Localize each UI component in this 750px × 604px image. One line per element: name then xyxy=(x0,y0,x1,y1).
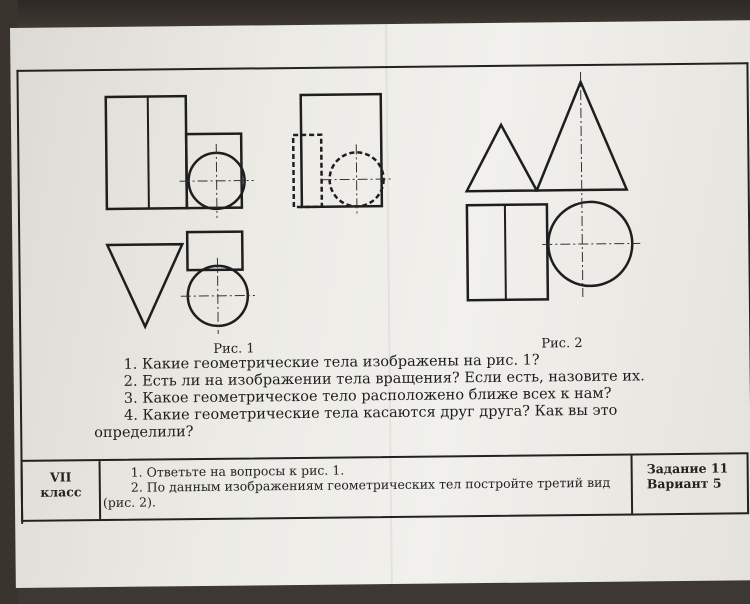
task-1: 1. Ответьте на вопросы к рис. 1. xyxy=(130,462,345,480)
tasks-cell xyxy=(103,460,631,511)
task-table xyxy=(21,452,750,522)
class-cell xyxy=(23,461,102,520)
fig2-triangle-left xyxy=(466,124,537,191)
fig1-front-view xyxy=(106,96,245,210)
fig1-side-hidden-rect xyxy=(293,135,322,207)
fig1-side-view xyxy=(293,94,384,207)
task-2: 2. По данным изображениям геометрических тел постройте третий вид (рис. 2). xyxy=(102,474,611,511)
assignment-number: Задание 11 xyxy=(646,460,729,477)
question-2: 2. Есть ли на изображении тела вращения? Если есть, назовите их. xyxy=(123,368,645,390)
fig2-views xyxy=(466,82,633,301)
fig2-rect-edge xyxy=(505,205,506,300)
fig1-top-box xyxy=(187,232,242,271)
fig1-triangle xyxy=(107,244,183,327)
question-1: 1. Какие геометрические тела изображены на рис. 1? xyxy=(123,352,540,373)
questions-list xyxy=(93,351,654,442)
class-number: VII xyxy=(49,469,72,485)
fig1-top-view xyxy=(107,232,248,327)
fig2-caption: Рис. 2 xyxy=(541,336,583,352)
variant-cell xyxy=(631,454,750,513)
worksheet-paper xyxy=(10,20,750,588)
fig1-prism-front xyxy=(106,96,187,209)
question-3: 3. Какое геометрическое тело расположено ближе всех к нам? xyxy=(123,385,612,407)
fig2-rect xyxy=(467,204,548,300)
question-4: 4. Какие геометрические тела касаются друг друга? Как вы это определили? xyxy=(94,402,618,442)
variant-number: Вариант 5 xyxy=(646,475,722,492)
class-label: класс xyxy=(40,484,82,500)
fig1-caption: Рис. 1 xyxy=(213,341,255,357)
fig1-prism-edge xyxy=(148,97,149,209)
fig1-side-outer xyxy=(301,94,382,207)
